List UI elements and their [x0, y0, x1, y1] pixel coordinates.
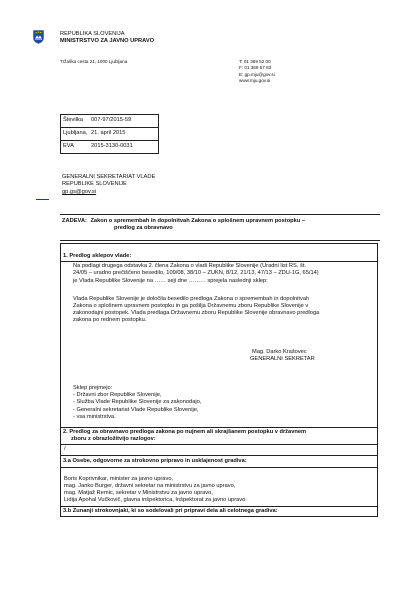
- recipients-block: [73, 385, 374, 421]
- section-1-p2-line-1: Vlada Republike Slovenije je določila besedilo predloga Zakona o spremembah in dopolnitvah: [73, 295, 310, 302]
- person-item: Lidija Apohal Vučkovič, glavna inšpektorica, Inšpektorat za javno upravo.: [64, 497, 247, 504]
- section-2-heading-row: [61, 428, 378, 445]
- recipient-line-2: REPUBLIKE SLOVENIJE: [62, 181, 127, 188]
- subject-label: ZADEVA:: [62, 218, 87, 224]
- address: Tržaška cesta 21, 1000 Ljubljana: [60, 59, 128, 64]
- section-2-content: /: [61, 445, 378, 455]
- section-1-heading: 1. Predlog sklepov vlade:: [61, 244, 378, 262]
- section-1-p1-line-2: 24/05 – uradno prečiščeno besedilo, 109/08, 38/10 – ZUKN, 8/12, 21/13, 47/13 – ZDU-1G, 65/14): [73, 270, 319, 277]
- subject-line-1: [62, 218, 380, 225]
- subject-block: [60, 214, 380, 241]
- subject-line-2: predlog za obravnavo: [114, 225, 173, 232]
- section-3a-body-row: [61, 467, 378, 506]
- contact-email: E: gp.mju@gov.si: [239, 71, 275, 77]
- section-1-body-row: [61, 262, 378, 428]
- section-1-body: [61, 262, 378, 428]
- section-3a-body: [61, 467, 378, 506]
- section-1-p1-line-1: Na podlagi drugega odstavka 2. člena Zakona o vladi Republike Slovenije (Uradni list RS, št.: [73, 263, 307, 270]
- recipient-email[interactable]: gp.gs@gov.si: [62, 188, 97, 195]
- section-1-p1-line-3: je Vlada Republike Slovenije na …… seji dne ……… sprejela naslednji sklep:: [73, 277, 268, 284]
- section-3b-heading-row: [61, 506, 378, 516]
- meta-number-label: Številka: [63, 117, 83, 124]
- meta-eva-label: EVA: [63, 143, 74, 150]
- coat-of-arms-logo: [33, 30, 44, 44]
- margin-mark: [36, 199, 49, 200]
- signature-name: Mag. Darko Krašovec: [252, 348, 307, 355]
- section-3a-heading-row: [61, 455, 378, 467]
- section-1-heading-row: [61, 244, 378, 262]
- recipient-item: - Generalni sekretariat Vlade Republike Slovenije,: [73, 406, 199, 413]
- contact-block: [239, 59, 275, 84]
- meta-eva-row: [61, 141, 158, 153]
- ministry-name: MINISTRSTVO ZA JAVNO UPRAVO: [60, 38, 155, 44]
- recipient-item: - vsa ministrstva.: [73, 413, 116, 420]
- meta-number-row: [61, 115, 158, 128]
- contact-website: www.mju.gov.si: [239, 77, 271, 83]
- meta-date-label: Ljubljana,: [63, 130, 88, 137]
- recipient-item: - Državni zbor Republike Slovenije,: [73, 392, 162, 399]
- signature-title: GENERALNI SEKRETAR: [250, 355, 315, 362]
- meta-number-value: 007-97/2015-59: [91, 117, 132, 124]
- section-1-p2-line-2: Zakona o splošnem upravnem postopku in ga pošilja Državnemu zboru Republike Slovenije v: [73, 303, 309, 310]
- recipient-item: - Služba Vlade Republike Slovenije za zakonodajo,: [73, 399, 202, 406]
- section-2-line-1: 2. Predlog za obravnavo predloga zakona po nujnem ali skrajšanem postopku v državnem: [63, 429, 307, 436]
- section-1-p2-line-3: zakonodajni postopek. Vlada predlaga Državnemu zboru Republike Slovenije obravnavo predloga: [73, 310, 320, 317]
- recipient-block: [62, 174, 155, 196]
- meta-eva-value: 2015-3130-0031: [91, 143, 133, 150]
- recipient-line-1: GENERALNI SEKRETARIAT VLADE: [62, 174, 156, 180]
- country-name: REPUBLIKA SLOVENIJA: [60, 31, 125, 37]
- recipients-label: Sklep prejmejo:: [73, 385, 113, 392]
- contact-fax: F: 01 369 57 83: [239, 65, 272, 71]
- signature-block: [250, 349, 374, 363]
- person-item: mag. Matjaž Remic, sekretar v Ministrstvu za javno upravo,: [64, 490, 213, 497]
- section-1-paragraph-2: [73, 296, 374, 325]
- section-2-heading: [61, 428, 378, 445]
- section-2-line-2: zboru z obrazložitvijo razlogov:: [71, 436, 156, 443]
- section-1-paragraph-1: [73, 263, 374, 285]
- section-3b-heading: 3.b Zunanji strokovnjaki, ki so sodelovali pri pripravi dela ali celotnega gradiva:: [61, 506, 378, 516]
- person-item: mag. Janko Burger, državni sekretar na ministrstvu za javno upravo,: [64, 483, 236, 490]
- section-3a-heading: 3.a Osebe, odgovorne za strokovno pripravo in usklajenost gradiva:: [61, 455, 378, 467]
- content-table: [60, 243, 378, 517]
- document-meta: [60, 114, 159, 154]
- meta-date-value: 21. april 2015: [91, 130, 126, 137]
- subject-title: Zakon o spremembah in dopolnitvah Zakona o splošnem upravnem postopku –: [90, 218, 306, 224]
- section-2-body-row: [61, 445, 378, 455]
- person-item: Boris Koprivnikar, minister za javno upravo,: [64, 475, 174, 482]
- meta-date-row: [61, 128, 158, 141]
- section-1-p2-line-4: zakona po rednem postopku.: [73, 317, 147, 324]
- contact-phone: T: 01 369 52 00: [239, 59, 271, 64]
